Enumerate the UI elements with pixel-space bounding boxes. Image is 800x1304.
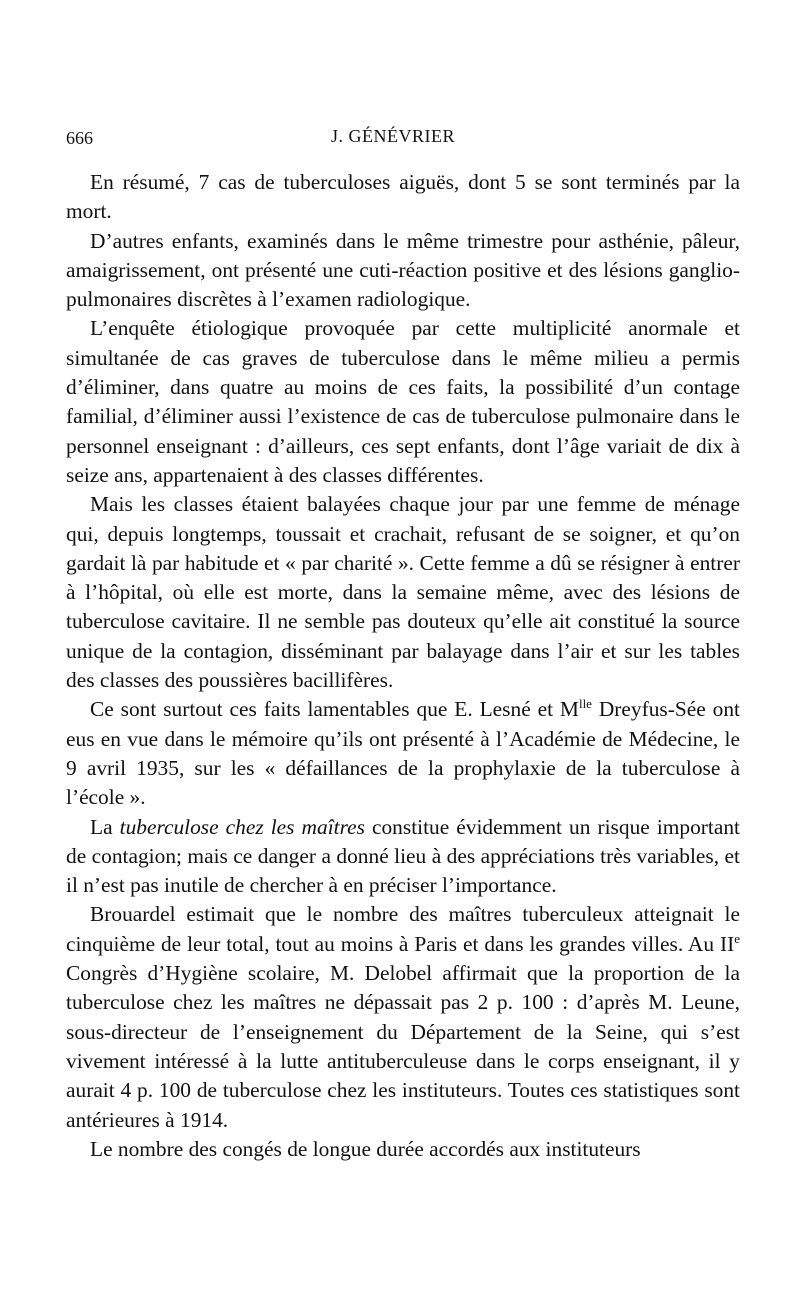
paragraph-2: D’autres enfants, examinés dans le même trimestre pour asthénie, pâleur, amaigrissement, ont présenté une cuti-réaction positive et des lésions ganglio-pulmonaires discrètes à l’examen radiologique. xyxy=(66,228,740,312)
italic-phrase: tuberculose chez les maîtres xyxy=(119,814,365,839)
paragraph-6-text-before: La xyxy=(90,814,120,839)
paragraph-4: Mais les classes étaient balayées chaque jour par une femme de ménage qui, depuis longtemps, toussait et crachait, refusant de se soigner, et qu’on gardait là par habitude et « par charité ». Cette femme a dû se résigner à entrer à l’hôpital, où elle est morte, dans la semaine même, avec des lésions de tuberculose cavitaire. Il ne semble pas douteux qu’elle ait constitué la source unique de la contagion, disséminant par balayage dans l’air et sur les tables des classes des poussières bacillifères. xyxy=(66,492,740,693)
running-title: J. GÉNÉVRIER xyxy=(331,126,455,146)
paragraph-5 xyxy=(66,695,740,812)
superscript-lle: lle xyxy=(578,696,592,712)
paragraph-7-text-after: Congrès d’Hygiène scolaire, M. Delobel affirmait que la proportion de la tuberculose chez les maîtres ne dépassait pas 2 p. 100 : d’après M. Leune, sous-directeur de l’enseignement du Département de la Seine, qui s’est vivement intéressé à la lutte antituberculeuse dans le corps enseignant, il y aurait 4 p. 100 de tuberculose chez les instituteurs. Toutes ces statistiques sont antérieures à 1914. xyxy=(66,961,740,1132)
paragraph-7 xyxy=(66,900,740,1134)
paragraph-5-text-before: Ce sont surtout ces faits lamentables que E. Lesné et M xyxy=(90,697,579,722)
paragraph-6-text-after: constitue évidemment un risque important de contagion; mais ce danger a donné lieu à des appréciations très variables, et il n’est pas inutile de chercher à en préciser l’importance. xyxy=(66,814,740,898)
superscript-e: e xyxy=(734,930,740,946)
paragraph-3: L’enquête étiologique provoquée par cette multiplicité anormale et simultanée de cas graves de tuberculose dans le même milieu a permis d’éliminer, dans quatre au moins de ces faits, la possibilité d’un contage familial, d’éliminer aussi l’existence de cas de tuberculose pulmonaire dans le personnel enseignant : d’ailleurs, ces sept enfants, dont l’âge variait de dix à seize ans, appartenaient à des classes différentes. xyxy=(66,316,740,487)
paragraph-8: Le nombre des congés de longue durée accordés aux instituteurs xyxy=(90,1136,641,1161)
page-number: 666 xyxy=(66,128,93,148)
book-page xyxy=(66,118,740,1164)
paragraph-7-text-before: Brouardel estimait que le nombre des maîtres tuberculeux atteignait le cinquième de leur total, tout au moins à Paris et dans les grandes villes. Au II xyxy=(66,902,740,956)
paragraph-1: En résumé, 7 cas de tuberculoses aiguës, dont 5 se sont terminés par la mort. xyxy=(66,170,740,224)
paragraph-6 xyxy=(66,813,740,901)
paragraph-5-text-after: Dreyfus-Sée ont eus en vue dans le mémoire qu’ils ont présenté à l’Académie de Médecine, le 9 avril 1935, sur les « défaillances de la prophylaxie de la tuberculose à l’école ». xyxy=(66,697,740,810)
body-text xyxy=(66,168,740,1164)
running-head xyxy=(66,118,740,158)
